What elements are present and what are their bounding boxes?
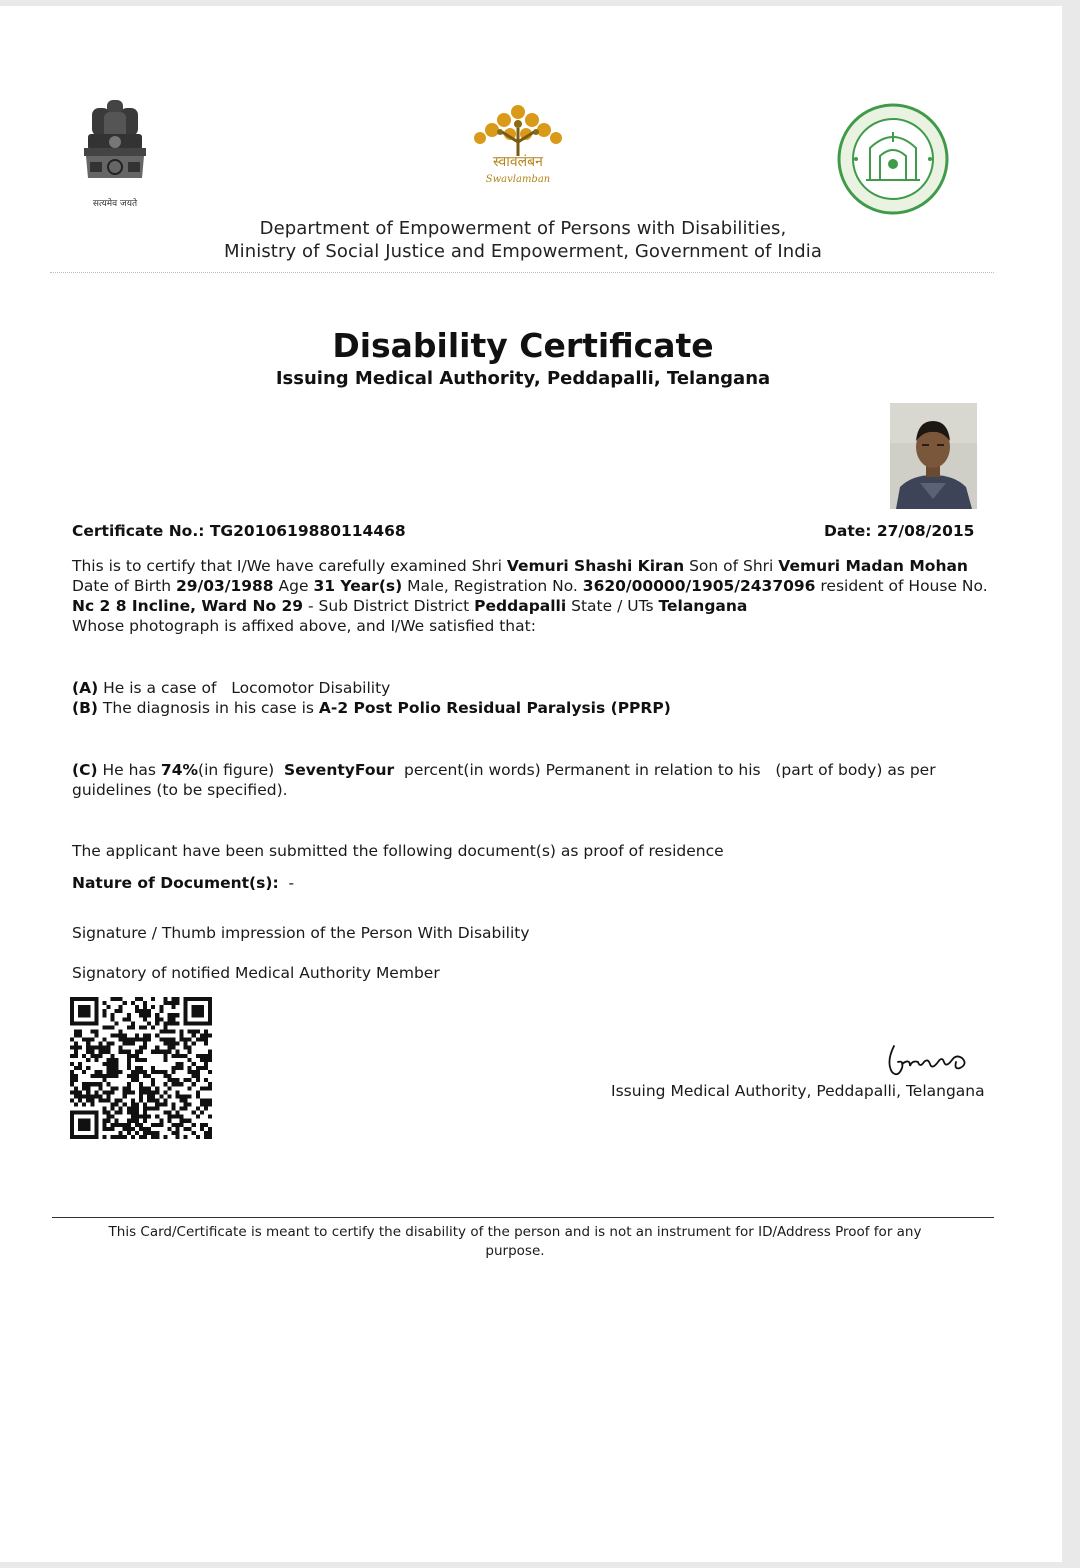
disability-item-c — [72, 760, 992, 800]
national-emblem-icon — [78, 98, 152, 210]
item-a-label: (A) — [72, 679, 99, 697]
swavlamban-tree-logo-icon — [466, 98, 570, 190]
person-signature-label: Signature / Thumb impression of the Person With Disability — [72, 924, 530, 942]
certificate-number-value: TG2010619880114468 — [209, 522, 406, 540]
age: 31 Year(s) — [313, 577, 403, 595]
certificate-date-label: Date: — [824, 522, 872, 540]
paragraph-text: resident of House No. — [815, 577, 988, 595]
district: Peddapalli — [474, 597, 567, 615]
disability-percent-figure: 74% — [160, 761, 199, 779]
footer-disclaimer: This Card/Certificate is meant to certify the disability of the person and is not an instrument for ID/Address Proof for any purpose. — [108, 1224, 922, 1259]
house-address: Nc 2 8 Incline, Ward No 29 — [72, 597, 304, 615]
state: Telangana — [658, 597, 748, 615]
footer-divider — [52, 1217, 994, 1218]
disability-items-ab — [72, 678, 992, 718]
certificate-title: Disability Certificate — [332, 326, 714, 365]
certificate-number — [72, 522, 406, 540]
svg-text:स्वावलंबन: स्वावलंबन — [493, 154, 543, 170]
paragraph-text: Son of Shri — [684, 557, 779, 575]
authority-signature-image — [880, 1040, 972, 1080]
item-a-text: He is a case of Locomotor Disability — [98, 679, 391, 697]
qr-code — [70, 997, 212, 1139]
nature-of-documents — [72, 873, 992, 893]
paragraph-text: State / UTs — [566, 597, 659, 615]
proof-of-residence-text: The applicant have been submitted the following document(s) as proof of residence — [72, 842, 724, 860]
certificate-date-value: 27/08/2015 — [876, 522, 975, 540]
item-b-text: The diagnosis in his case is — [97, 699, 319, 717]
date-of-birth: 29/03/1988 — [175, 577, 274, 595]
paragraph-text: Whose photograph is affixed above, and I/We satisfied that: — [72, 617, 536, 635]
telangana-government-seal-icon — [836, 102, 950, 216]
diagnosis: A-2 Post Polio Residual Paralysis (PPRP) — [318, 699, 671, 717]
item-c-text: percent(in words) Permanent in relation to his (part of body) as per guidelines (to be specified). — [72, 761, 941, 799]
certificate-page — [0, 6, 1062, 1562]
certificate-number-label: Certificate No.: — [72, 522, 205, 540]
item-c-label: (C) — [72, 761, 98, 779]
svg-text:Swavlamban: Swavlamban — [485, 174, 551, 185]
item-b-label: (B) — [72, 699, 98, 717]
paragraph-text: Age — [273, 577, 314, 595]
paragraph-text: Date of Birth — [72, 577, 176, 595]
emblem-motto: सत्यमेव जयते — [92, 199, 138, 209]
department-name-line-1: Department of Empowerment of Persons with Disabilities, — [259, 218, 787, 239]
paragraph-text: This is to certify that I/We have carefully examined Shri — [72, 557, 507, 575]
nature-of-documents-value: - — [278, 874, 295, 892]
item-c-text: He has — [97, 761, 161, 779]
nature-of-documents-label: Nature of Document(s): — [72, 874, 279, 892]
header-divider — [50, 272, 994, 273]
disability-percent-words: SeventyFour — [284, 761, 395, 779]
certificate-date — [824, 522, 974, 540]
applicant-photograph — [890, 403, 977, 509]
paragraph-text: - Sub District District — [303, 597, 475, 615]
certificate-subtitle: Issuing Medical Authority, Peddapalli, Telangana — [275, 368, 771, 389]
certification-paragraph — [72, 556, 992, 636]
issuing-authority-signature-caption: Issuing Medical Authority, Peddapalli, Telangana — [611, 1082, 985, 1100]
father-name: Vemuri Madan Mohan — [778, 557, 968, 575]
registration-number: 3620/00000/1905/2437096 — [582, 577, 816, 595]
authority-signatory-label: Signatory of notified Medical Authority Member — [72, 964, 440, 982]
item-c-text: (in figure) — [198, 761, 285, 779]
department-name-line-2: Ministry of Social Justice and Empowerment, Government of India — [223, 241, 822, 262]
paragraph-text: Male, Registration No. — [402, 577, 583, 595]
applicant-name: Vemuri Shashi Kiran — [506, 557, 685, 575]
